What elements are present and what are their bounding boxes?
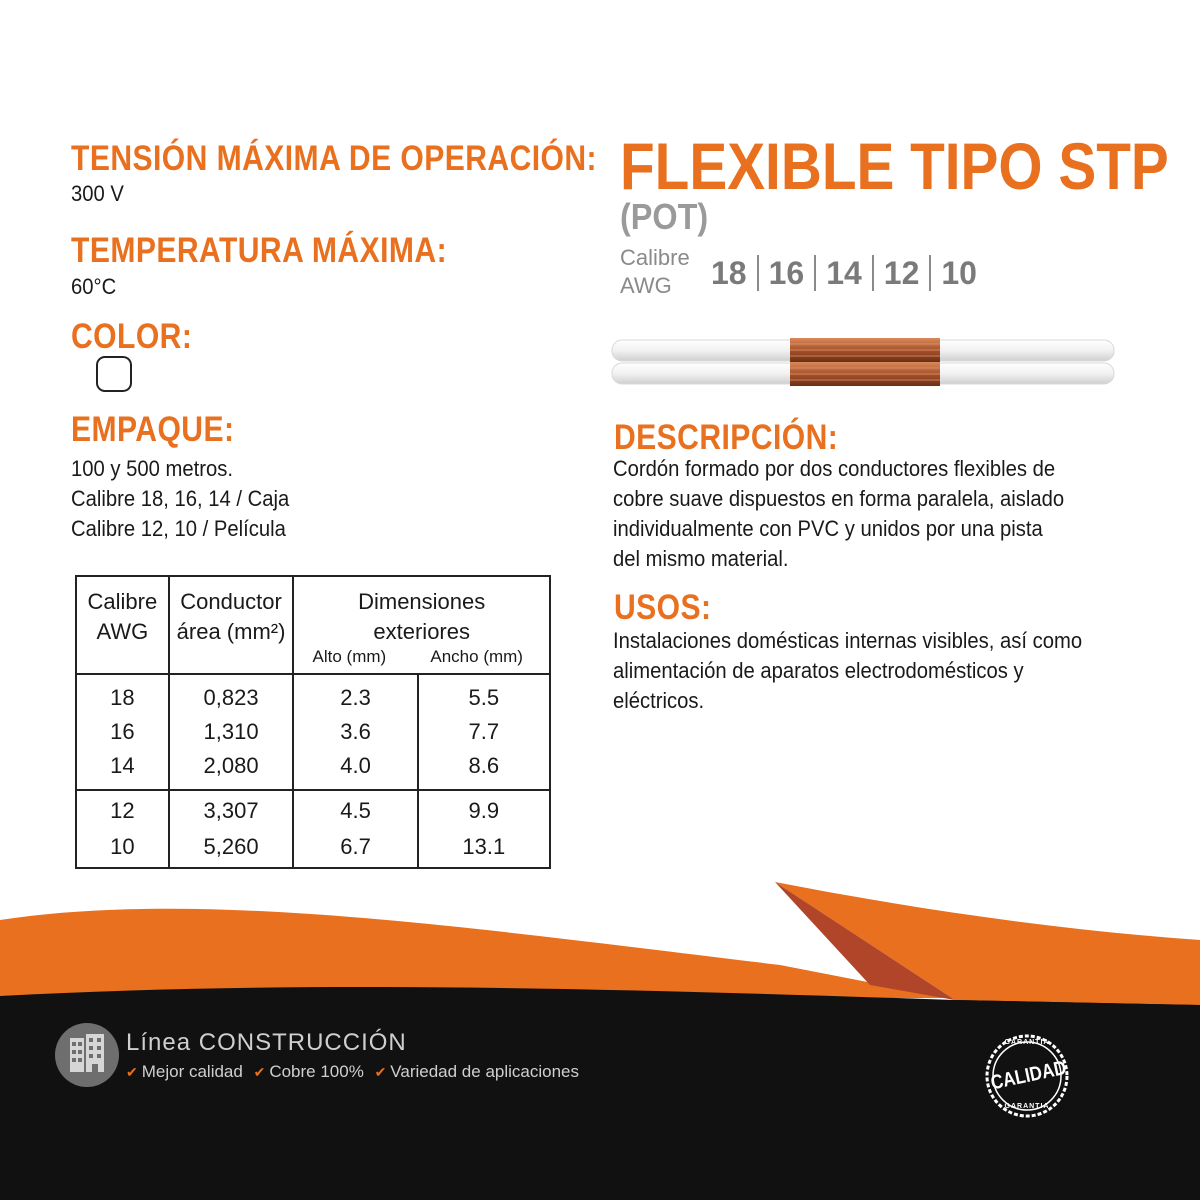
feature-list: ✔ Mejor calidad ✔ Cobre 100% ✔ Variedad de aplicaciones: [126, 1062, 579, 1081]
check-icon: ✔: [253, 1064, 266, 1080]
empaque-line: Calibre 18, 16, 14 / Caja: [71, 486, 290, 511]
linea-construccion: Línea CONSTRUCCIÓN: [126, 1029, 407, 1056]
header-dimensiones: Dimensiones exteriores Alto (mm) Ancho (mm): [293, 576, 550, 674]
table-cell-area: 0,823 1,310 2,080: [169, 674, 294, 790]
cable-image: [610, 333, 1116, 389]
spec-table: [75, 575, 551, 869]
descripcion-line: Cordón formado por dos conductores flexibles de: [613, 456, 1056, 481]
gauge-label: Calibre AWG: [620, 245, 690, 298]
table-cell-calibre: 12 10: [76, 790, 169, 868]
check-icon: ✔: [126, 1064, 138, 1080]
header-alto: Alto (mm): [312, 647, 387, 666]
header-conductor: Conductor área (mm²): [169, 576, 294, 674]
gauge-item: 10: [929, 255, 987, 291]
header-ancho: Ancho (mm): [430, 647, 523, 666]
gauge-item: 18: [711, 255, 747, 291]
check-icon: ✔: [374, 1064, 387, 1080]
empaque-line: Calibre 12, 10 / Película: [71, 516, 286, 541]
tension-value: 300 V: [71, 181, 124, 206]
usos-line: eléctricos.: [613, 688, 705, 713]
gauge-item: 12: [872, 255, 930, 291]
tension-label: TENSIÓN MÁXIMA DE OPERACIÓN:: [71, 139, 597, 178]
gauge-list: [711, 255, 987, 291]
table-cell-alto: 4.5 6.7: [293, 790, 417, 868]
header-calibre: Calibre AWG: [76, 576, 169, 674]
product-title: FLEXIBLE TIPO STP: [620, 129, 1169, 203]
gauge-item: 14: [814, 255, 872, 291]
descripcion-label: DESCRIPCIÓN:: [614, 418, 839, 457]
usos-line: Instalaciones domésticas internas visibles, así como: [613, 628, 1083, 653]
usos-label: USOS:: [614, 588, 712, 627]
color-label: COLOR:: [71, 317, 193, 356]
gauge-item: 16: [757, 255, 815, 291]
table-cell-calibre: 18 16 14: [76, 674, 169, 790]
product-subtitle: (POT): [620, 196, 709, 237]
table-cell-ancho: 9.9 13.1: [418, 790, 550, 868]
table-cell-area: 3,307 5,260: [169, 790, 294, 868]
table-cell-ancho: 5.5 7.7 8.6: [418, 674, 550, 790]
temperatura-value: 60°C: [71, 274, 117, 299]
building-icon: [55, 1023, 119, 1087]
calidad-badge: GARANTIA CALIDAD GARANTIA: [984, 1033, 1070, 1119]
descripcion-line: individualmente con PVC y unidos por una pista: [613, 516, 1043, 541]
temperatura-label: TEMPERATURA MÁXIMA:: [71, 231, 448, 270]
descripcion-line: cobre suave dispuestos en forma paralela, aislado: [613, 486, 1065, 511]
usos-line: alimentación de aparatos electrodomésticos y: [613, 658, 1024, 683]
color-swatch-white: [96, 356, 132, 392]
empaque-line: 100 y 500 metros.: [71, 456, 234, 481]
descripcion-line: del mismo material.: [613, 546, 789, 571]
empaque-label: EMPAQUE:: [71, 410, 235, 449]
table-cell-alto: 2.3 3.6 4.0: [293, 674, 417, 790]
